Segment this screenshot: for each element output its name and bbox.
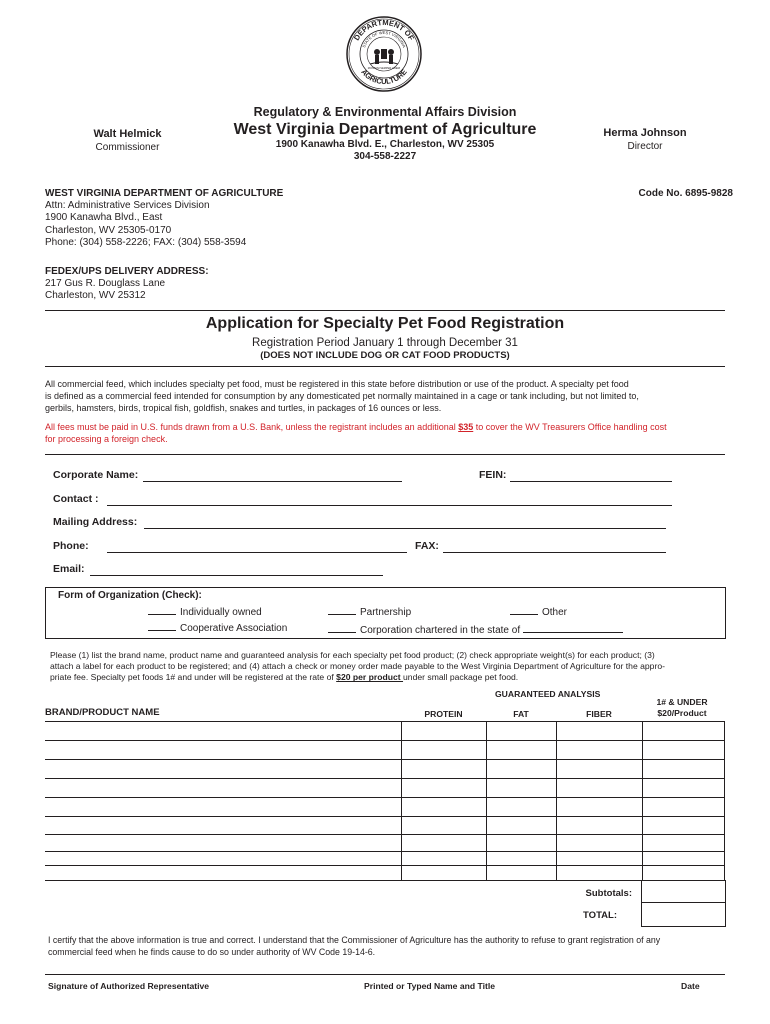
- certification-text: [48, 934, 660, 958]
- mailing-line-4: Charleston, WV 25305-0170: [45, 224, 172, 236]
- phone-field[interactable]: [107, 540, 407, 553]
- email-field[interactable]: [90, 563, 383, 576]
- fedex-heading: FEDEX/UPS DELIVERY ADDRESS:: [45, 266, 209, 277]
- phone-label: Phone:: [53, 540, 89, 552]
- table-row[interactable]: [45, 851, 725, 852]
- date-label: Date: [681, 981, 700, 991]
- mailing-line-5: Phone: (304) 558-2226; FAX: (304) 558-3594: [45, 236, 247, 248]
- seal-ring-bottom: AGRICULTURE: [359, 67, 409, 87]
- instructions-line-1: Please (1) list the brand name, product name and guaranteed analysis for each specialty pet food product; (2) check appropriate weight(s) for each product; (3): [50, 650, 655, 660]
- form-title: Application for Specialty Pet Food Registration: [205, 315, 565, 332]
- department-phone: 304-558-2227: [353, 151, 417, 162]
- option-individual[interactable]: [148, 605, 262, 618]
- fax-field[interactable]: [443, 540, 666, 553]
- corporate-name-label: Corporate Name:: [53, 469, 139, 481]
- fees-text-a: All fees must be paid in U.S. funds drawn from a U.S. Bank, unless the registrant includes an additional: [45, 422, 459, 432]
- product-table: [45, 721, 725, 881]
- table-row[interactable]: [45, 834, 725, 835]
- option-partnership-label: Partnership: [360, 607, 412, 618]
- division-heading: Regulatory & Environmental Affairs Division: [253, 105, 517, 119]
- seal-motto: MONTANI SEMPER LIBERI: [367, 67, 401, 70]
- mailing-address: [45, 188, 283, 249]
- divider: [45, 310, 725, 311]
- fees-note: [45, 421, 735, 445]
- intro-text: [45, 378, 735, 414]
- seal-graphic: [346, 16, 422, 92]
- intro-line-1: All commercial feed, which includes specialty pet food, must be registered in this state before distribution or use of the product. A specialty pet food: [45, 379, 629, 389]
- checkbox-other[interactable]: [510, 605, 538, 615]
- table-row[interactable]: [45, 797, 725, 798]
- checkbox-individual[interactable]: [148, 605, 176, 615]
- signature-label: Signature of Authorized Representative: [48, 981, 210, 991]
- option-cooperative[interactable]: [148, 621, 287, 634]
- protein-heading: PROTEIN: [424, 709, 463, 719]
- divider: [45, 366, 725, 367]
- intro-line-2: is defined as a commercial feed intended for consumption by any domesticated pet normally maintained in a cage or tank including, but not limited to,: [45, 391, 639, 401]
- table-row[interactable]: [45, 740, 725, 741]
- signature-line[interactable]: [45, 974, 725, 975]
- fees-text-b: to cover the WV Treasurers Office handling cost: [473, 422, 667, 432]
- instructions-line-3a: priate fee. Specialty pet foods 1# and under will be registered at the rate of: [50, 672, 337, 683]
- guaranteed-analysis-heading: GUARANTEED ANALYSIS: [495, 689, 601, 699]
- department-address: 1900 Kanawha Blvd. E., Charleston, WV 25305: [275, 139, 495, 150]
- fees-amount: $35: [458, 422, 474, 432]
- option-individual-label: Individually owned: [180, 607, 262, 618]
- printed-name-label: Printed or Typed Name and Title: [364, 981, 495, 991]
- mailing-line-3: 1900 Kanawha Blvd., East: [45, 212, 163, 224]
- option-other[interactable]: [510, 605, 567, 618]
- commissioner-title: Commissioner: [95, 142, 160, 153]
- total-label: TOTAL:: [583, 910, 617, 921]
- instructions-text: [50, 650, 730, 684]
- fedex-line-2: Charleston, WV 25312: [45, 290, 146, 302]
- fein-label: FEIN:: [479, 469, 507, 481]
- mailing-line-2: Attn: Administrative Services Division: [45, 200, 210, 212]
- instructions-line-3b: under small package pet food.: [403, 672, 519, 683]
- table-row[interactable]: [45, 816, 725, 817]
- mailing-address-field[interactable]: [144, 516, 666, 529]
- certification-line-2: commercial feed when he finds cause to do so under authority of WV Code 19-14-6.: [48, 947, 376, 957]
- table-row[interactable]: [45, 778, 725, 779]
- fax-label: FAX:: [415, 540, 439, 552]
- checkbox-partnership[interactable]: [328, 605, 356, 615]
- fat-heading: FAT: [513, 709, 529, 719]
- table-row[interactable]: [45, 880, 725, 881]
- seal-ring-inner: STATE OF WEST VIRGINIA: [361, 29, 407, 49]
- instructions-line-2: attach a label for each product to be registered; and (4) attach a check or money order made payable to the West Virginia Department of Agriculture for the appro-: [50, 661, 665, 672]
- organization-box: [45, 587, 726, 639]
- department-heading: West Virginia Department of Agriculture: [233, 121, 537, 138]
- divider: [45, 454, 725, 455]
- under-weight-line-1: 1# & UNDER: [656, 697, 708, 707]
- code-number: Code No. 6895-9828: [638, 188, 733, 199]
- option-partnership[interactable]: [328, 605, 411, 618]
- table-row[interactable]: [45, 759, 725, 760]
- director-name: Herma Johnson: [603, 127, 687, 139]
- under-weight-heading: [642, 697, 722, 719]
- fein-field[interactable]: [510, 469, 672, 482]
- under-weight-line-2: $20/Product: [657, 708, 707, 718]
- fiber-heading: FIBER: [586, 709, 612, 719]
- organization-heading: Form of Organization (Check):: [58, 590, 202, 601]
- department-seal: [346, 16, 422, 92]
- fedex-address: [45, 266, 209, 303]
- certification-line-1: I certify that the above information is true and correct. I understand that the Commissioner of Agriculture has the authority to refuse to grant registration of any: [48, 935, 661, 945]
- mailing-line-1: WEST VIRGINIA DEPARTMENT OF AGRICULTURE: [45, 188, 284, 199]
- option-corporation[interactable]: [328, 621, 623, 636]
- checkbox-cooperative[interactable]: [148, 621, 176, 631]
- option-corporation-label: Corporation chartered in the state of: [360, 625, 521, 636]
- fee-rate: $20 per product: [336, 672, 404, 683]
- fees-text-c: for processing a foreign check.: [45, 434, 168, 444]
- fedex-line-1: 217 Gus R. Douglass Lane: [45, 278, 166, 290]
- director-title: Director: [627, 141, 663, 152]
- option-cooperative-label: Cooperative Association: [180, 623, 288, 634]
- corporate-name-field[interactable]: [143, 469, 402, 482]
- seal-ring-top: DEPARTMENT OF: [351, 17, 417, 43]
- contact-label: Contact :: [53, 493, 99, 505]
- commissioner-name: Walt Helmick: [93, 128, 162, 140]
- subtotal-box[interactable]: [641, 880, 726, 927]
- exclusion-note: (DOES NOT INCLUDE DOG OR CAT FOOD PRODUCTS): [260, 350, 510, 361]
- table-row[interactable]: [45, 865, 725, 866]
- corporation-state-field[interactable]: [523, 621, 623, 633]
- subtotals-label: Subtotals:: [585, 888, 632, 899]
- option-other-label: Other: [542, 607, 568, 618]
- brand-product-heading: BRAND/PRODUCT NAME: [45, 707, 160, 718]
- mailing-address-label: Mailing Address:: [53, 516, 138, 528]
- registration-period: Registration Period January 1 through December 31: [252, 337, 518, 349]
- intro-line-3: gerbils, hamsters, birds, tropical fish, goldfish, snakes and turtles, in packages of 16 ounces or less.: [45, 403, 442, 413]
- checkbox-corporation[interactable]: [328, 623, 356, 633]
- email-label: Email:: [53, 563, 85, 575]
- contact-field[interactable]: [107, 493, 672, 506]
